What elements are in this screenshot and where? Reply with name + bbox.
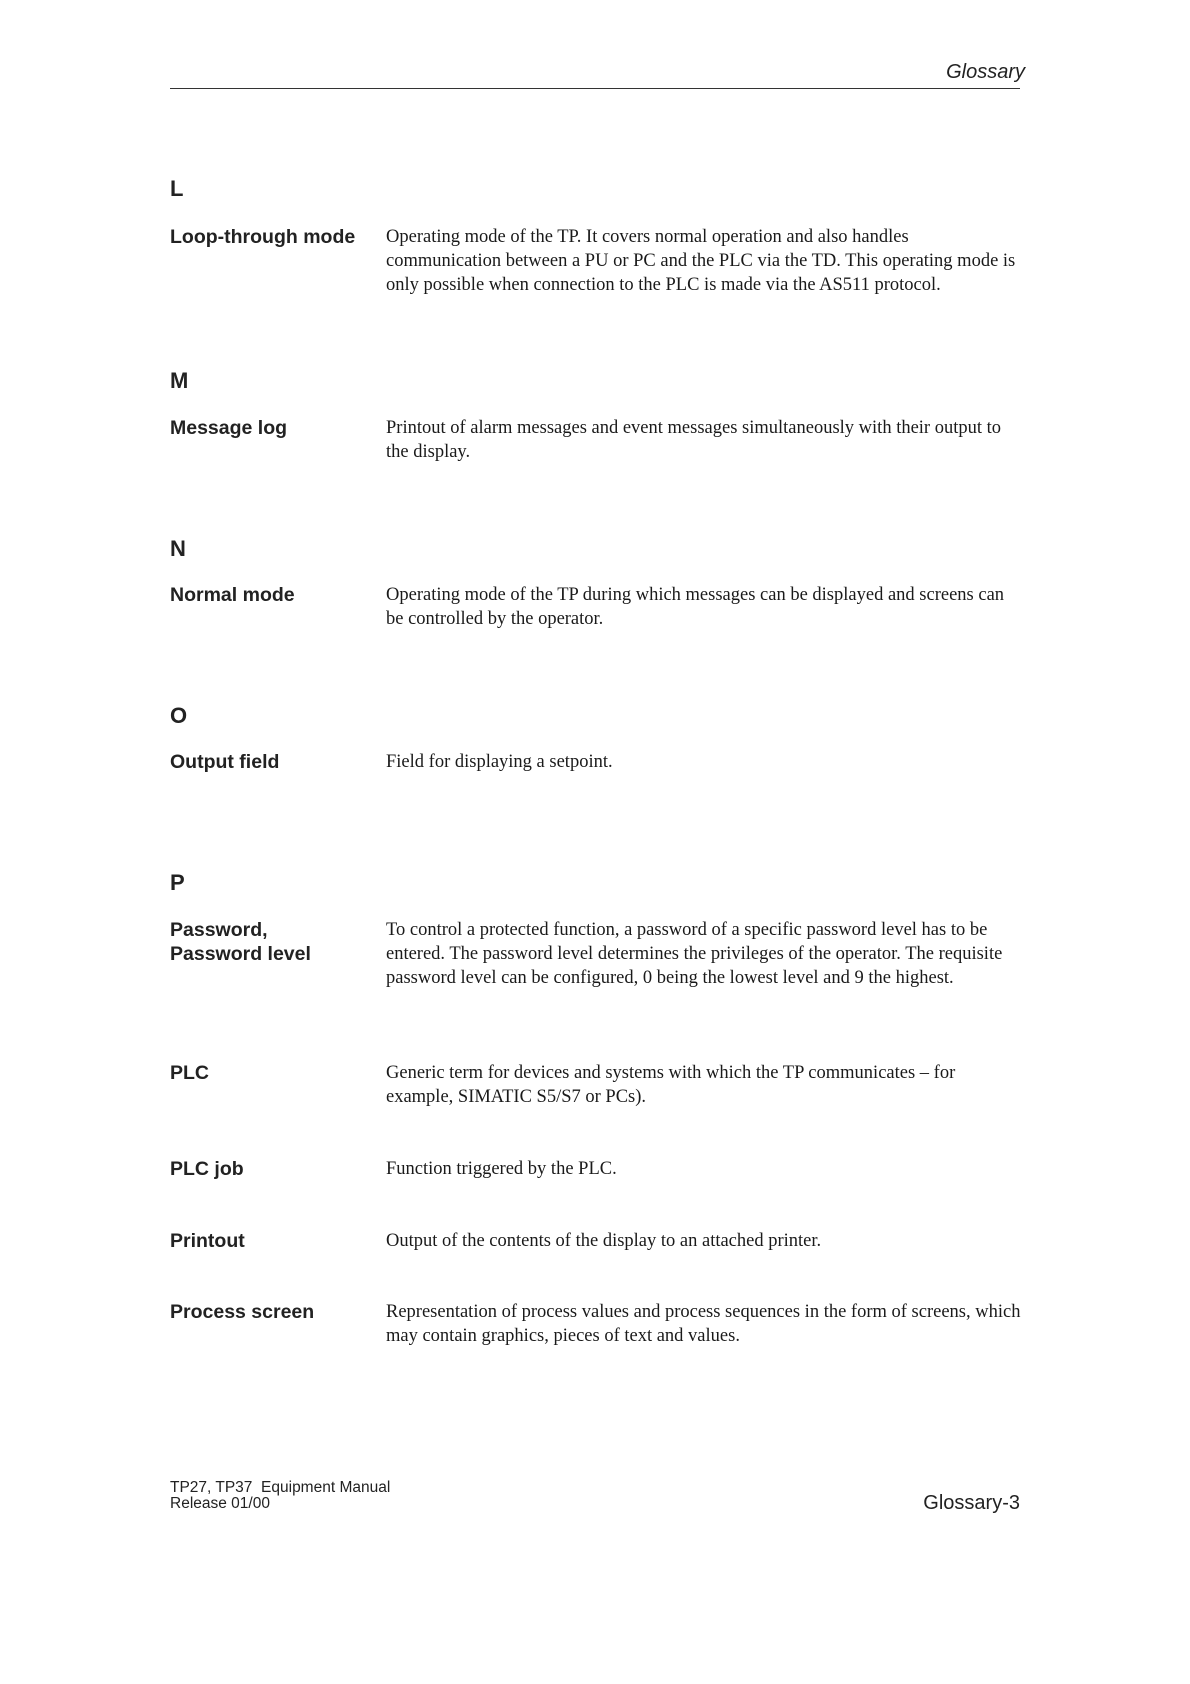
footer-manual-info [170, 1480, 390, 1512]
term-process-screen: Process screen [170, 1301, 315, 1323]
term-message-log: Message log [170, 417, 288, 439]
term-loop-through-mode: Loop-through mode [170, 226, 356, 248]
term-output-field: Output field [170, 751, 280, 773]
term-plc-job: PLC job [170, 1158, 244, 1180]
definition-normal-mode: Operating mode of the TP during which messages can be displayed and screens can be controlled by the operator. [386, 585, 1005, 629]
term-password-level: Password, Password level [170, 919, 311, 965]
footer-manual-title: TP27, TP37 Equipment Manual [170, 1479, 391, 1496]
term-plc: PLC [170, 1062, 209, 1084]
section-letter-n: N [170, 536, 186, 561]
definition-process-screen: Representation of process values and process sequences in the form of screens, which may contain graphics, pieces of text and values. [386, 1302, 1021, 1346]
header-title: Glossary [946, 61, 1025, 83]
definition-loop-through-mode: Operating mode of the TP. It covers normal operation and also handles communication between a PU or PC and the PLC via the TD. This operating mode is only possible when connection to the PLC is made via the AS511 protocol. [386, 227, 1016, 295]
definition-plc: Generic term for devices and systems with which the TP communicates – for example, SIMATIC S5/S7 or PCs). [386, 1063, 956, 1107]
footer-release: Release 01/00 [170, 1495, 270, 1512]
definition-output-field: Field for displaying a setpoint. [386, 752, 613, 772]
definition-plc-job: Function triggered by the PLC. [386, 1159, 617, 1179]
header-divider [170, 88, 1020, 89]
definition-message-log: Printout of alarm messages and event messages simultaneously with their output to the display. [386, 418, 1002, 462]
definition-printout: Output of the contents of the display to an attached printer. [386, 1231, 822, 1251]
term-normal-mode: Normal mode [170, 584, 295, 606]
section-letter-l: L [170, 176, 184, 201]
definition-password-level: To control a protected function, a password of a specific password level has to be entered. The password level determines the privileges of the operator. The requisite password level can be configured, 0 being the lowest level and 9 the highest. [386, 920, 1003, 988]
section-letter-o: O [170, 703, 188, 728]
section-letter-m: M [170, 368, 189, 393]
footer-page-number: Glossary-3 [923, 1492, 1020, 1514]
section-letter-p: P [170, 870, 185, 895]
term-printout: Printout [170, 1230, 245, 1252]
